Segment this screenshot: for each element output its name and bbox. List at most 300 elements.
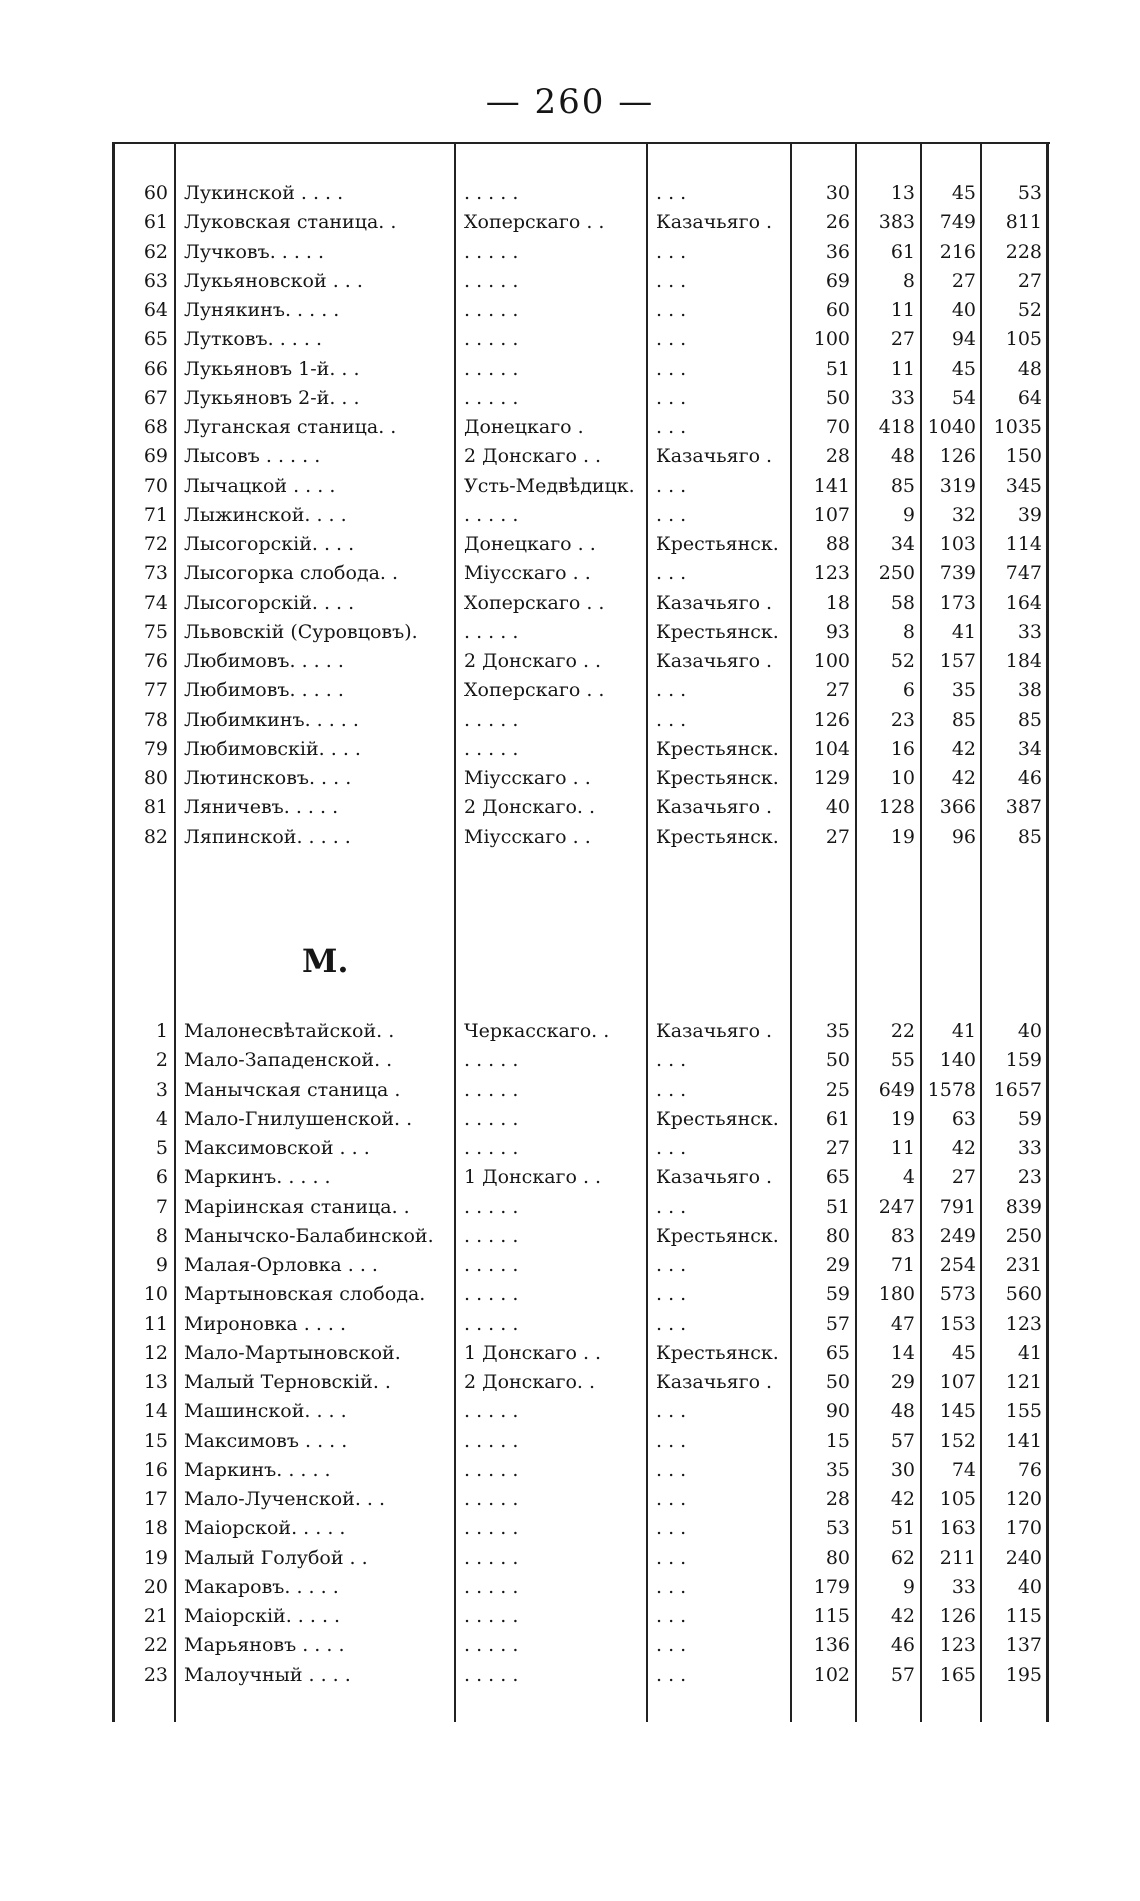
district-name: . . . . . <box>464 1488 519 1510</box>
value-col-1: 123 <box>813 562 850 585</box>
value-col-2: 247 <box>878 1195 915 1218</box>
estate-type: Крестьянск. <box>656 1341 779 1364</box>
value-col-2: 8 <box>902 620 915 643</box>
value-col-1: 50 <box>825 386 850 409</box>
value-col-1: 100 <box>813 328 850 351</box>
settlement-name: Маіорской. . . . . <box>184 1517 346 1540</box>
estate-type: . . . <box>656 299 687 321</box>
value-col-4: 155 <box>1005 1400 1042 1423</box>
estate-type: . . . <box>656 708 687 731</box>
value-col-2: 71 <box>890 1254 915 1276</box>
row-number: 78 <box>143 708 168 731</box>
value-col-3: 96 <box>951 825 976 848</box>
value-col-1: 15 <box>825 1429 850 1452</box>
table-row <box>112 325 1050 354</box>
settlement-name: Малая-Орловка . . . <box>184 1254 378 1276</box>
value-col-3: 42 <box>951 767 976 789</box>
value-col-2: 22 <box>890 1020 915 1042</box>
value-col-1: 35 <box>825 1020 850 1042</box>
district-name: . . . . . <box>464 1224 519 1247</box>
value-col-2: 55 <box>890 1049 915 1072</box>
value-col-4: 33 <box>1017 1137 1042 1159</box>
value-col-1: 30 <box>825 182 850 204</box>
table-row <box>112 706 1050 735</box>
value-col-3: 1040 <box>927 416 976 438</box>
table-row <box>112 267 1050 296</box>
value-col-4: 1035 <box>993 416 1042 438</box>
district-name: . . . . . <box>464 1254 519 1276</box>
row-number: 65 <box>143 328 168 351</box>
value-col-4: 1657 <box>993 1078 1042 1101</box>
table-row <box>112 823 1050 852</box>
settlement-name: Ляничевъ. . . . . <box>184 796 339 819</box>
row-number: 80 <box>143 767 168 789</box>
table-row <box>112 1661 1050 1690</box>
estate-type: . . . <box>656 503 687 526</box>
district-name: . . . . . <box>464 1663 519 1686</box>
value-col-4: 59 <box>1017 1107 1042 1130</box>
estate-type: Казачьяго . <box>656 591 773 614</box>
value-col-1: 26 <box>825 211 850 234</box>
settlement-name: Лысогорскій. . . . <box>184 533 355 555</box>
table-row <box>112 1485 1050 1514</box>
row-number: 11 <box>143 1312 168 1335</box>
value-col-2: 23 <box>890 708 915 731</box>
value-col-1: 29 <box>825 1254 850 1276</box>
value-col-1: 100 <box>813 650 850 672</box>
settlement-name: Лукьяновъ 1-й. . . <box>184 357 360 380</box>
table-row <box>112 1251 1050 1280</box>
settlement-name: Малонесвѣтайской. . <box>184 1020 395 1042</box>
value-col-1: 104 <box>813 737 850 760</box>
value-col-2: 11 <box>890 357 915 380</box>
value-col-3: 249 <box>939 1224 976 1247</box>
settlement-name: Манычская станица . <box>184 1078 401 1101</box>
value-col-3: 126 <box>939 1605 976 1627</box>
value-col-2: 51 <box>890 1517 915 1540</box>
district-name: . . . . . <box>464 737 519 760</box>
table-row <box>112 413 1050 442</box>
estate-type: Крестьянск. <box>656 1107 779 1130</box>
value-col-3: 157 <box>939 650 976 672</box>
value-col-2: 418 <box>878 416 915 438</box>
value-col-4: 120 <box>1005 1488 1042 1510</box>
row-number: 66 <box>143 357 168 380</box>
district-name: Донецкаго . <box>464 416 584 438</box>
row-number: 68 <box>143 416 168 438</box>
district-name: . . . . . <box>464 1605 519 1627</box>
row-number: 60 <box>143 182 168 204</box>
value-col-4: 48 <box>1017 357 1042 380</box>
value-col-1: 25 <box>825 1078 850 1101</box>
row-number: 4 <box>155 1107 168 1130</box>
value-col-3: 123 <box>939 1634 976 1657</box>
value-col-3: 35 <box>951 679 976 702</box>
row-number: 73 <box>143 562 168 585</box>
value-col-3: 366 <box>939 796 976 819</box>
table-row <box>112 1368 1050 1397</box>
value-col-1: 51 <box>825 1195 850 1218</box>
settlement-name: Лысовъ . . . . . <box>184 445 321 468</box>
estate-type: . . . <box>656 1195 687 1218</box>
table-row <box>112 764 1050 793</box>
estate-type: . . . <box>656 416 687 438</box>
district-name: Хоперскаго . . <box>464 211 605 234</box>
table-row <box>112 559 1050 588</box>
estate-type: . . . <box>656 474 687 497</box>
row-number: 71 <box>143 503 168 526</box>
row-number: 72 <box>143 533 168 555</box>
table-row <box>112 501 1050 530</box>
settlement-name: Любимовъ. . . . . <box>184 679 344 702</box>
value-col-1: 93 <box>825 620 850 643</box>
value-col-4: 76 <box>1017 1458 1042 1481</box>
value-col-2: 19 <box>890 825 915 848</box>
section-letter-m: М. <box>302 942 349 980</box>
row-number: 64 <box>143 299 168 321</box>
value-col-2: 57 <box>890 1429 915 1452</box>
table-row <box>112 1193 1050 1222</box>
value-col-3: 749 <box>939 211 976 234</box>
value-col-3: 40 <box>951 299 976 321</box>
table-row <box>112 442 1050 471</box>
district-name: 1 Донскаго . . <box>464 1166 602 1189</box>
district-name: . . . . . <box>464 1634 519 1657</box>
value-col-2: 42 <box>890 1488 915 1510</box>
value-col-2: 33 <box>890 386 915 409</box>
value-col-3: 42 <box>951 1137 976 1159</box>
district-name: 2 Донскаго. . <box>464 796 596 819</box>
estate-type: . . . <box>656 1546 687 1569</box>
value-col-1: 69 <box>825 269 850 292</box>
settlement-name: Лукинской . . . . <box>184 182 344 204</box>
row-number: 20 <box>143 1575 168 1598</box>
value-col-3: 165 <box>939 1663 976 1686</box>
value-col-4: 250 <box>1005 1224 1042 1247</box>
value-col-2: 58 <box>890 591 915 614</box>
estate-type: . . . <box>656 1575 687 1598</box>
settlement-name: Лутковъ. . . . . <box>184 328 323 351</box>
row-number: 63 <box>143 269 168 292</box>
value-col-1: 28 <box>825 445 850 468</box>
district-name: . . . . . <box>464 1546 519 1569</box>
value-col-3: 27 <box>951 269 976 292</box>
estate-type: . . . <box>656 1137 687 1159</box>
value-col-4: 159 <box>1005 1049 1042 1072</box>
value-col-1: 65 <box>825 1166 850 1189</box>
value-col-4: 123 <box>1005 1312 1042 1335</box>
value-col-2: 57 <box>890 1663 915 1686</box>
settlement-name: Луганская станица. . <box>184 416 397 438</box>
table-row <box>112 647 1050 676</box>
estate-type: Крестьянск. <box>656 737 779 760</box>
row-number: 5 <box>155 1137 168 1159</box>
value-col-1: 136 <box>813 1634 850 1657</box>
table-row <box>112 472 1050 501</box>
district-name: . . . . . <box>464 1429 519 1452</box>
value-col-2: 9 <box>902 1575 915 1598</box>
district-name: 1 Донскаго . . <box>464 1341 602 1364</box>
value-col-2: 6 <box>902 679 915 702</box>
table-row <box>112 1631 1050 1660</box>
value-col-1: 27 <box>825 679 850 702</box>
table-row <box>112 793 1050 822</box>
value-col-4: 41 <box>1017 1341 1042 1364</box>
value-col-4: 240 <box>1005 1546 1042 1569</box>
value-col-2: 83 <box>890 1224 915 1247</box>
row-number: 76 <box>143 650 168 672</box>
value-col-4: 121 <box>1005 1371 1042 1393</box>
value-col-2: 48 <box>890 445 915 468</box>
value-col-1: 107 <box>813 503 850 526</box>
value-col-4: 40 <box>1017 1020 1042 1042</box>
row-number: 13 <box>143 1371 168 1393</box>
value-col-1: 90 <box>825 1400 850 1423</box>
value-col-4: 23 <box>1017 1166 1042 1189</box>
table-row <box>112 589 1050 618</box>
row-number: 1 <box>155 1020 168 1042</box>
value-col-4: 105 <box>1005 328 1042 351</box>
value-col-3: 45 <box>951 1341 976 1364</box>
value-col-2: 13 <box>890 182 915 204</box>
value-col-2: 16 <box>890 737 915 760</box>
section-l-rows <box>112 179 1050 852</box>
value-col-1: 60 <box>825 299 850 321</box>
settlement-name: Львовскій (Суровцовъ). <box>184 620 418 643</box>
district-name: . . . . . <box>464 299 519 321</box>
value-col-2: 14 <box>890 1341 915 1364</box>
settlement-table <box>112 142 1050 1722</box>
value-col-3: 27 <box>951 1166 976 1189</box>
district-name: . . . . . <box>464 620 519 643</box>
district-name: Міусскаго . . <box>464 767 591 789</box>
settlement-name: Макаровъ. . . . . <box>184 1575 339 1598</box>
district-name: . . . . . <box>464 1107 519 1130</box>
district-name: Усть-Медвѣдицк. <box>464 474 635 497</box>
value-col-3: 173 <box>939 591 976 614</box>
estate-type: Казачьяго . <box>656 1371 773 1393</box>
district-name: Хоперскаго . . <box>464 679 605 702</box>
value-col-3: 54 <box>951 386 976 409</box>
settlement-name: Максимовъ . . . . <box>184 1429 348 1452</box>
row-number: 8 <box>155 1224 168 1247</box>
value-col-1: 80 <box>825 1546 850 1569</box>
value-col-2: 27 <box>890 328 915 351</box>
value-col-1: 18 <box>825 591 850 614</box>
value-col-2: 61 <box>890 240 915 263</box>
value-col-2: 10 <box>890 767 915 789</box>
estate-type: . . . <box>656 1634 687 1657</box>
value-col-1: 51 <box>825 357 850 380</box>
table-row <box>112 1456 1050 1485</box>
table-row <box>112 1310 1050 1339</box>
settlement-name: Машинской. . . . <box>184 1400 347 1423</box>
settlement-name: Мироновка . . . . <box>184 1312 347 1335</box>
estate-type: Казачьяго . <box>656 211 773 234</box>
estate-type: . . . <box>656 1663 687 1686</box>
value-col-1: 80 <box>825 1224 850 1247</box>
value-col-2: 52 <box>890 650 915 672</box>
value-col-2: 383 <box>878 211 915 234</box>
value-col-4: 85 <box>1017 825 1042 848</box>
table-row <box>112 1222 1050 1251</box>
estate-type: . . . <box>656 1400 687 1423</box>
row-number: 79 <box>143 737 168 760</box>
value-col-2: 19 <box>890 1107 915 1130</box>
estate-type: Крестьянск. <box>656 533 779 555</box>
estate-type: . . . <box>656 679 687 702</box>
table-row <box>112 355 1050 384</box>
value-col-3: 319 <box>939 474 976 497</box>
value-col-4: 747 <box>1005 562 1042 585</box>
estate-type: Казачьяго . <box>656 445 773 468</box>
estate-type: Казачьяго . <box>656 796 773 819</box>
estate-type: . . . <box>656 240 687 263</box>
estate-type: Казачьяго . <box>656 1020 773 1042</box>
row-number: 81 <box>143 796 168 819</box>
district-name: . . . . . <box>464 1283 519 1306</box>
value-col-4: 811 <box>1005 211 1042 234</box>
value-col-3: 45 <box>951 357 976 380</box>
value-col-1: 129 <box>813 767 850 789</box>
table-row <box>112 1134 1050 1163</box>
value-col-1: 179 <box>813 1575 850 1598</box>
settlement-name: Лучковъ. . . . . <box>184 240 325 263</box>
value-col-3: 791 <box>939 1195 976 1218</box>
value-col-3: 41 <box>951 1020 976 1042</box>
value-col-1: 35 <box>825 1458 850 1481</box>
value-col-4: 46 <box>1017 767 1042 789</box>
row-number: 69 <box>143 445 168 468</box>
value-col-2: 9 <box>902 503 915 526</box>
table-row <box>112 1163 1050 1192</box>
estate-type: . . . <box>656 328 687 351</box>
district-name: Міусскаго . . <box>464 562 591 585</box>
settlement-name: Лукьяновъ 2-й. . . <box>184 386 360 409</box>
estate-type: Крестьянск. <box>656 767 779 789</box>
settlement-name: Малоучный . . . . <box>184 1663 351 1686</box>
value-col-4: 387 <box>1005 796 1042 819</box>
value-col-4: 38 <box>1017 679 1042 702</box>
value-col-3: 153 <box>939 1312 976 1335</box>
value-col-1: 50 <box>825 1371 850 1393</box>
value-col-3: 216 <box>939 240 976 263</box>
table-row <box>112 1017 1050 1046</box>
value-col-3: 211 <box>939 1546 976 1569</box>
row-number: 7 <box>155 1195 168 1218</box>
value-col-3: 145 <box>939 1400 976 1423</box>
value-col-1: 40 <box>825 796 850 819</box>
district-name: . . . . . <box>464 182 519 204</box>
table-row <box>112 735 1050 764</box>
table-row <box>112 618 1050 647</box>
value-col-4: 137 <box>1005 1634 1042 1657</box>
district-name: . . . . . <box>464 708 519 731</box>
table-row <box>112 384 1050 413</box>
estate-type: . . . <box>656 1488 687 1510</box>
estate-type: . . . <box>656 1429 687 1452</box>
settlement-name: Маркинъ. . . . . <box>184 1458 331 1481</box>
value-col-1: 102 <box>813 1663 850 1686</box>
settlement-name: Маіорскій. . . . . <box>184 1605 341 1627</box>
row-number: 17 <box>143 1488 168 1510</box>
value-col-4: 184 <box>1005 650 1042 672</box>
district-name: . . . . . <box>464 1049 519 1072</box>
value-col-2: 180 <box>878 1283 915 1306</box>
row-number: 6 <box>155 1166 168 1189</box>
value-col-2: 42 <box>890 1605 915 1627</box>
value-col-1: 59 <box>825 1283 850 1306</box>
value-col-3: 105 <box>939 1488 976 1510</box>
estate-type: Крестьянск. <box>656 825 779 848</box>
value-col-2: 34 <box>890 533 915 555</box>
estate-type: . . . <box>656 562 687 585</box>
estate-type: Казачьяго . <box>656 650 773 672</box>
value-col-3: 163 <box>939 1517 976 1540</box>
table-row <box>112 208 1050 237</box>
estate-type: . . . <box>656 386 687 409</box>
value-col-4: 33 <box>1017 620 1042 643</box>
settlement-name: Лютинсковъ. . . . <box>184 767 352 789</box>
settlement-name: Малый Терновскій. . <box>184 1371 391 1393</box>
settlement-name: Любимовъ. . . . . <box>184 650 344 672</box>
row-number: 16 <box>143 1458 168 1481</box>
row-number: 23 <box>143 1663 168 1686</box>
table-row <box>112 296 1050 325</box>
estate-type: . . . <box>656 1458 687 1481</box>
row-number: 12 <box>143 1341 168 1364</box>
value-col-3: 42 <box>951 737 976 760</box>
value-col-1: 36 <box>825 240 850 263</box>
district-name: . . . . . <box>464 1078 519 1101</box>
value-col-2: 649 <box>878 1078 915 1101</box>
settlement-name: Мартыновская слобода. <box>184 1283 426 1306</box>
value-col-4: 27 <box>1017 269 1042 292</box>
estate-type: . . . <box>656 182 687 204</box>
value-col-3: 74 <box>951 1458 976 1481</box>
settlement-name: Мало-Лученской. . . <box>184 1488 386 1510</box>
estate-type: . . . <box>656 1605 687 1627</box>
value-col-2: 48 <box>890 1400 915 1423</box>
district-name: . . . . . <box>464 357 519 380</box>
settlement-name: Манычско-Балабинской. <box>184 1224 434 1247</box>
district-name: . . . . . <box>464 386 519 409</box>
value-col-3: 573 <box>939 1283 976 1306</box>
estate-type: Крестьянск. <box>656 1224 779 1247</box>
table-row <box>112 1076 1050 1105</box>
value-col-4: 64 <box>1017 386 1042 409</box>
district-name: . . . . . <box>464 1400 519 1423</box>
value-col-1: 141 <box>813 474 850 497</box>
value-col-4: 345 <box>1005 474 1042 497</box>
value-col-1: 53 <box>825 1517 850 1540</box>
value-col-1: 88 <box>825 533 850 555</box>
table-row <box>112 179 1050 208</box>
value-col-3: 41 <box>951 620 976 643</box>
value-col-2: 4 <box>902 1166 915 1189</box>
value-col-2: 8 <box>902 269 915 292</box>
value-col-3: 254 <box>939 1254 976 1276</box>
table-row <box>112 1397 1050 1426</box>
value-col-1: 27 <box>825 825 850 848</box>
value-col-3: 140 <box>939 1049 976 1072</box>
row-number: 19 <box>143 1546 168 1569</box>
settlement-name: Лунякинъ. . . . . <box>184 299 340 321</box>
value-col-1: 28 <box>825 1488 850 1510</box>
table-row <box>112 1339 1050 1368</box>
settlement-name: Маріинская станица. . <box>184 1195 410 1218</box>
table-row <box>112 1514 1050 1543</box>
